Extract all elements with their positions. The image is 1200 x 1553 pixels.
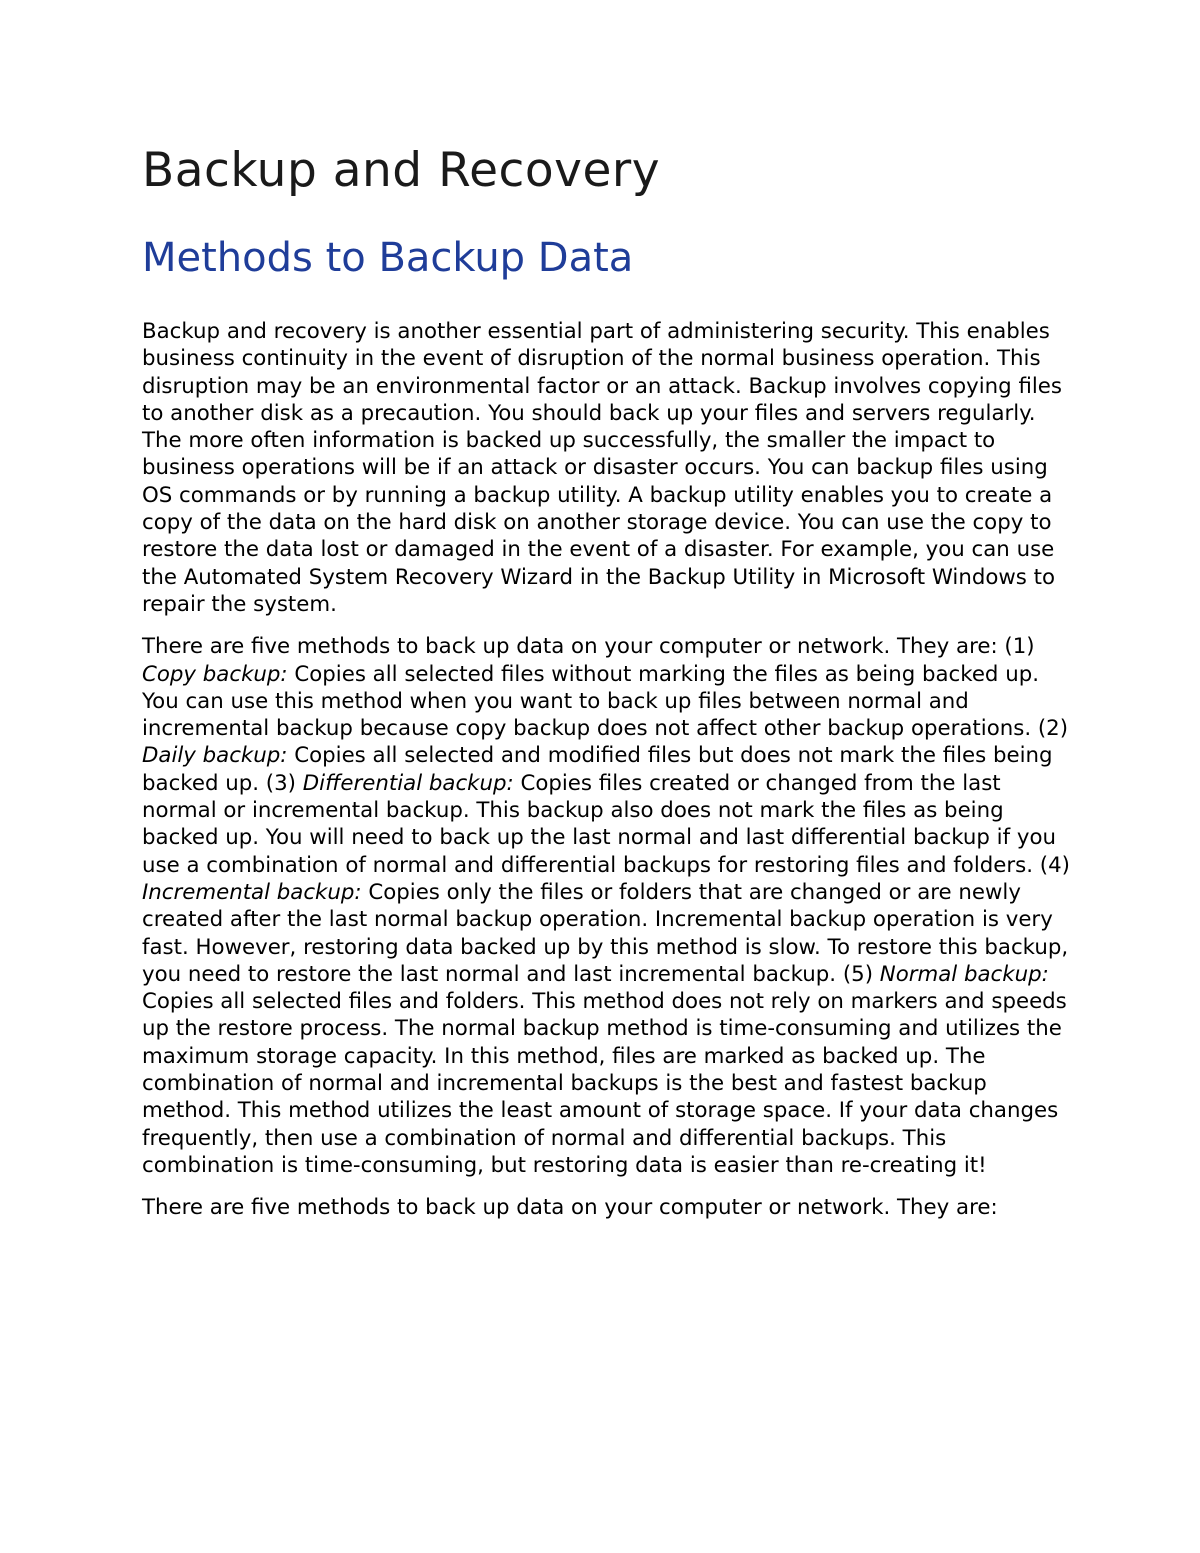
daily-backup-text: Copies all selected and modified files but does not mark the files being backed up. (3) xyxy=(142,743,1053,796)
section-heading: Methods to Backup Data xyxy=(142,235,634,281)
paragraph-closing: There are five methods to back up data on your computer or network. They are: xyxy=(142,1195,998,1221)
term-copy-backup: Copy backup: xyxy=(142,661,288,687)
term-incremental-backup: Incremental backup: xyxy=(142,879,362,905)
differential-backup-text: Copies files created or changed from the last normal or incremental backup. This backup also does not mark the files as being backed up. You will need to back up the last normal and last differential backup if you use a combination of normal and differential backups for restoring files and folders. (4) xyxy=(142,770,1070,878)
normal-backup-text: Copies all selected files and folders. This method does not rely on markers and speeds up the restore process. The normal backup method is time-consuming and utilizes the maximum storage capacity. In this method, files are marked as backed up. The combination of normal and incremental backups is the best and fastest backup method. This method utilizes the least amount of storage space. If your data changes frequently, then use a combination of normal and differential backups. This combination is time-consuming, but restoring data is easier than re-creating it! xyxy=(142,989,1067,1178)
document-title: Backup and Recovery xyxy=(142,143,661,198)
term-differential-backup: Differential backup: xyxy=(302,770,514,796)
term-normal-backup: Normal backup: xyxy=(879,961,1049,987)
copy-backup-text: Copies all selected files without marking the files as being backed up. You can use this method when you want to back up files between normal and incremental backup because copy backup does not affect other backup operations. (2) xyxy=(142,661,1069,742)
term-daily-backup: Daily backup: xyxy=(142,743,288,769)
document-content xyxy=(142,140,1072,1222)
paragraph-intro: Backup and recovery is another essential part of administering security. This enables business continuity in the event of disruption of the normal business operation. This disruption may be an environmental factor or an attack. Backup involves copying files to another disk as a precaution. You should back up your files and servers regularly. The more often information is backed up successfully, the smaller the impact to business operations will be if an attack or disaster occurs. You can backup files using OS commands or by running a backup utility. A backup utility enables you to create a copy of the data on the hard disk on another storage device. You can use the copy to restore the data lost or damaged in the event of a disaster. For example, you can use the Automated System Recovery Wizard in the Backup Utility in Microsoft Windows to repair the system. xyxy=(142,319,1062,617)
incremental-backup-text: Copies only the files or folders that are changed or are newly created after the last normal backup operation. Incremental backup operation is very fast. However, restoring data backed up by this method is slow. To restore this backup, you need to restore the last normal and last incremental backup. (5) xyxy=(142,879,1069,987)
methods-intro-text: There are five methods to back up data on your computer or network. They are: (1) xyxy=(142,634,1035,660)
paragraph-methods xyxy=(142,633,1072,1179)
